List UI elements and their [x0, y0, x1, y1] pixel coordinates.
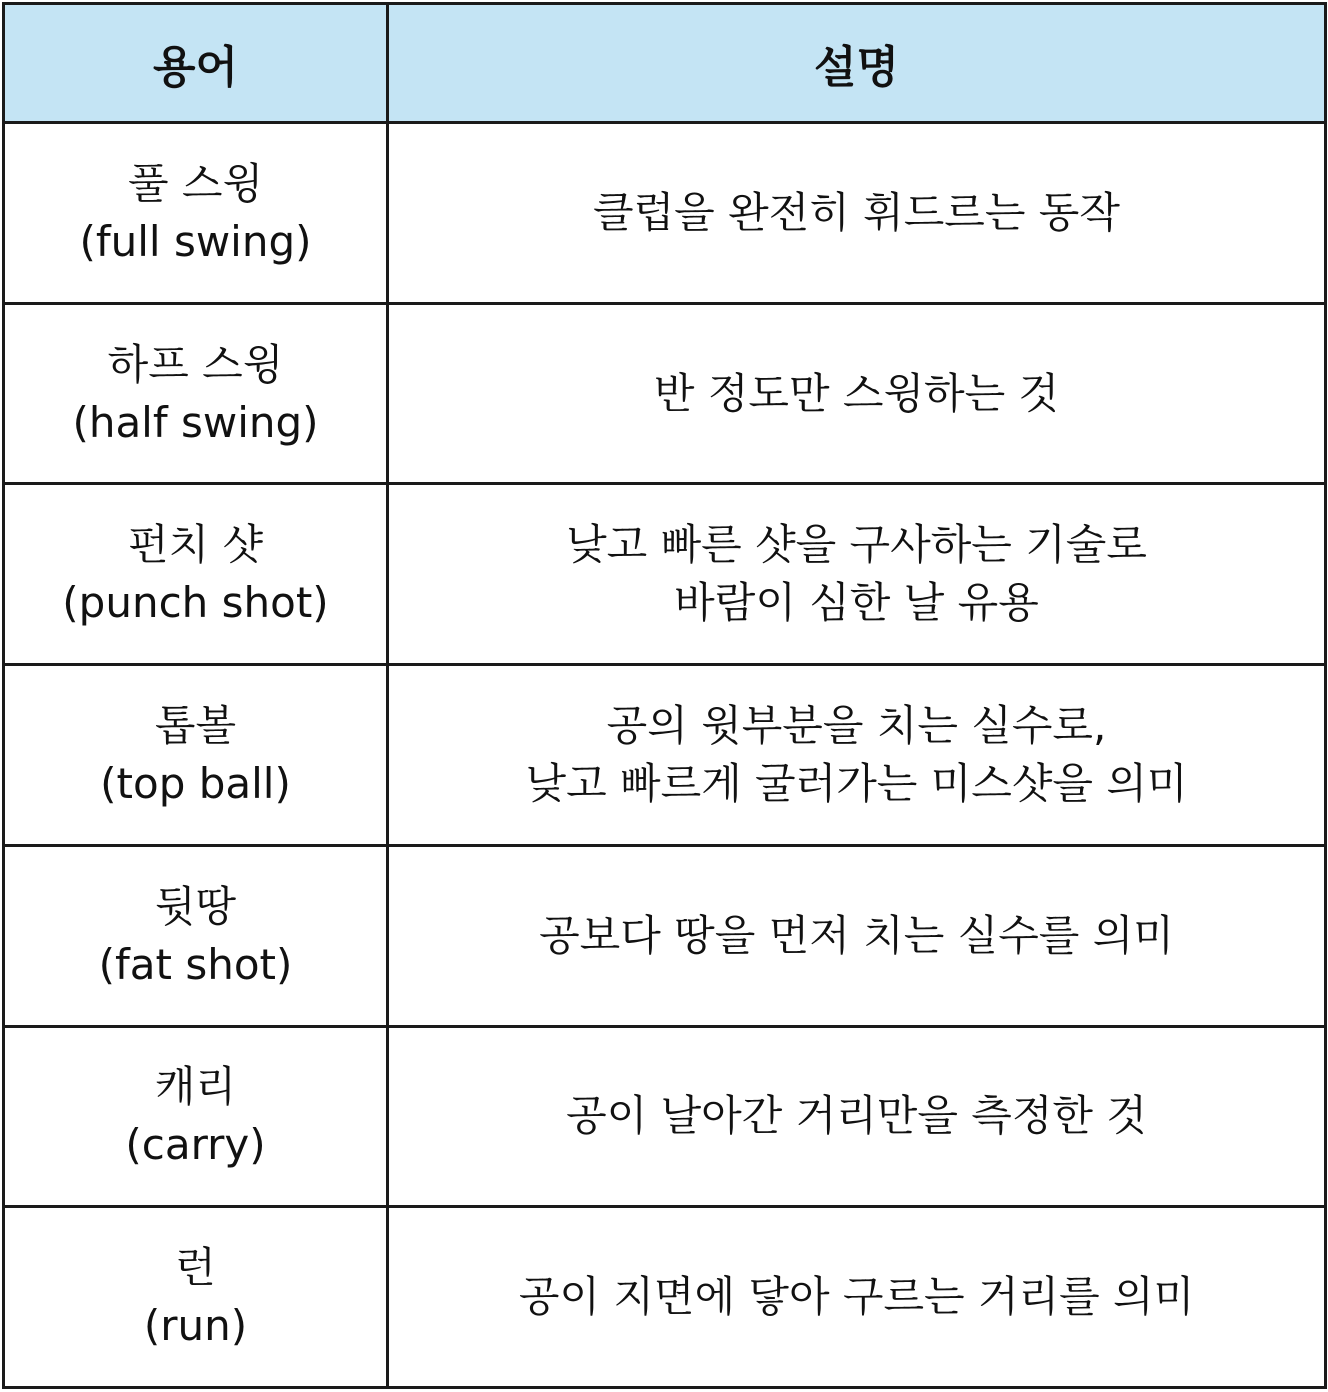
term-korean: 캐리 — [154, 1062, 237, 1112]
description-line: 낮고 빠른 샷을 구사하는 기술로 — [566, 520, 1147, 570]
table-header — [4, 4, 1326, 123]
description-line: 공의 윗부분을 치는 실수로, — [606, 701, 1107, 750]
glossary-table — [2, 2, 1327, 1389]
term-korean: 런 — [175, 1243, 216, 1293]
description-line: 낮고 빠르게 굴러가는 미스샷을 의미 — [525, 758, 1188, 808]
table-row — [4, 665, 1326, 846]
description-cell — [388, 484, 1326, 665]
term-korean: 톱볼 — [154, 701, 237, 750]
header-description: 설명 — [388, 4, 1326, 123]
table-row — [4, 845, 1326, 1026]
header-row — [4, 4, 1326, 123]
term-cell — [4, 665, 388, 846]
term-cell — [4, 845, 388, 1026]
table-row — [4, 123, 1326, 304]
description-line: 바람이 심한 날 유용 — [674, 578, 1039, 628]
description-cell — [388, 303, 1326, 484]
term-english: (punch shot) — [62, 578, 329, 628]
description-line: 반 정도만 스윙하는 것 — [653, 368, 1060, 418]
description-cell — [388, 845, 1326, 1026]
term-cell — [4, 484, 388, 665]
term-cell — [4, 303, 388, 484]
header-term: 용어 — [4, 4, 388, 123]
table-row — [4, 1026, 1326, 1207]
term-cell — [4, 1026, 388, 1207]
table-body — [4, 123, 1326, 1388]
term-korean: 하프 스윙 — [107, 339, 284, 389]
description-cell — [388, 1026, 1326, 1207]
term-korean: 뒷땅 — [154, 881, 237, 931]
table-row — [4, 484, 1326, 665]
description-line: 클럽을 완전히 휘드르는 동작 — [593, 187, 1120, 237]
description-cell — [388, 665, 1326, 846]
term-english: (carry) — [125, 1120, 266, 1170]
term-english: (run) — [143, 1301, 248, 1351]
term-english: (fat shot) — [98, 939, 293, 989]
description-cell — [388, 123, 1326, 304]
table-row — [4, 1207, 1326, 1388]
description-cell — [388, 1207, 1326, 1388]
table-row — [4, 303, 1326, 484]
term-english: (top ball) — [100, 758, 291, 808]
term-english: (full swing) — [79, 216, 312, 266]
term-korean: 펀치 샷 — [127, 520, 264, 570]
description-line: 공보다 땅을 먼저 치는 실수를 의미 — [539, 910, 1174, 960]
term-cell — [4, 123, 388, 304]
term-cell — [4, 1207, 388, 1388]
term-korean: 풀 스윙 — [127, 158, 264, 208]
description-line: 공이 지면에 닿아 구르는 거리를 의미 — [518, 1272, 1195, 1322]
term-english: (half swing) — [72, 397, 319, 447]
description-line: 공이 날아간 거리만을 측정한 것 — [566, 1091, 1147, 1141]
